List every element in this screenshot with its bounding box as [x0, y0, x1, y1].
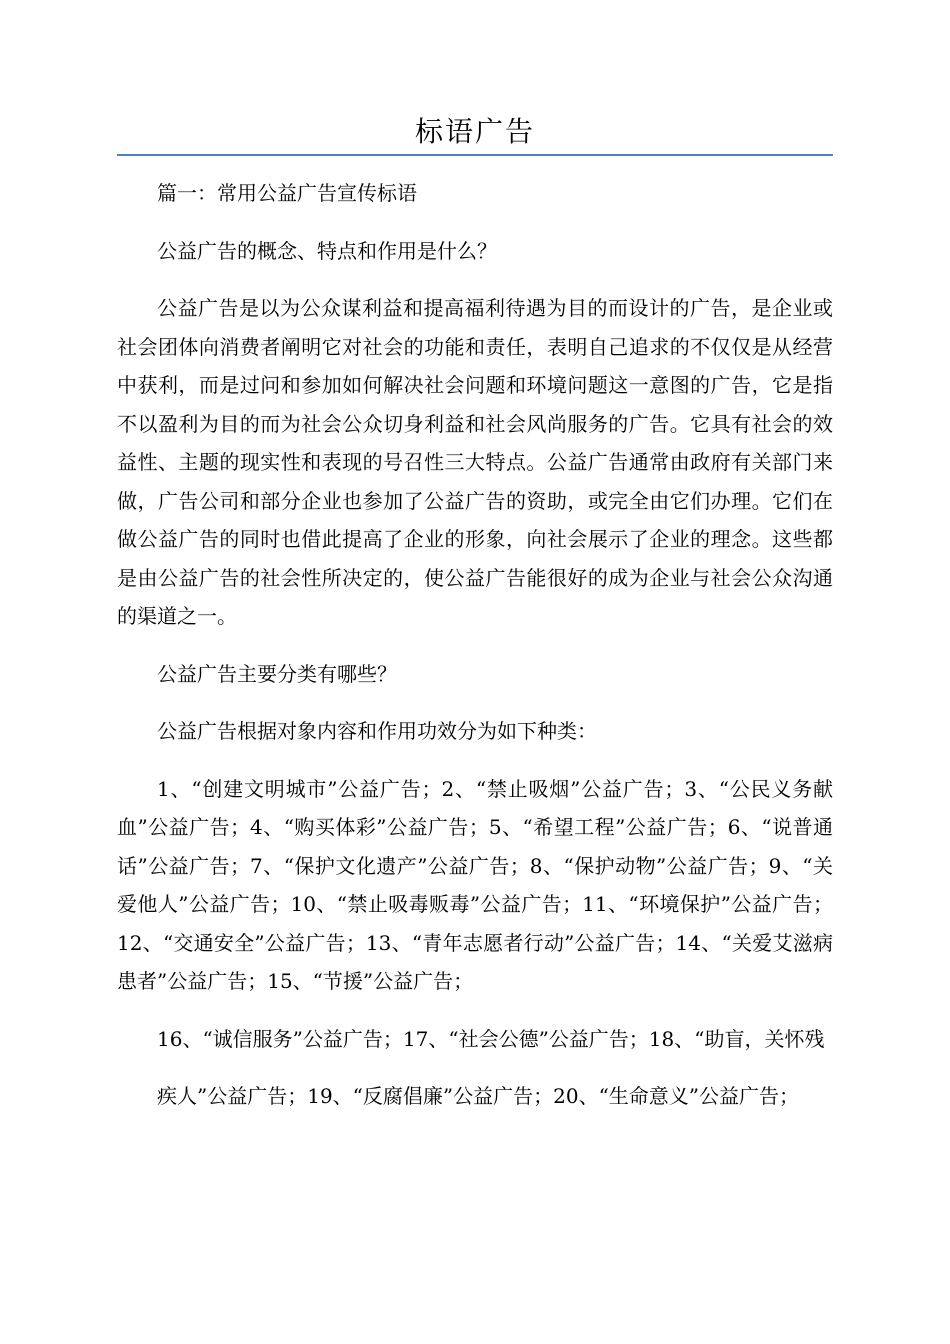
body-paragraph: 公益广告根据对象内容和作用功效分为如下种类：: [157, 719, 597, 743]
question-paragraph: 公益广告主要分类有哪些？: [157, 661, 397, 686]
document-body: [117, 174, 833, 1135]
definition-paragraph: 公益广告是以为公众谋利益和提高福利待遇为目的而设计的广告，是企业或社会团体向消费者阐明它对社会的功能和责任，表明自己追求的不仅仅是从经营中获利，而是过问和参加如何解决社会问题和环境问题这一意图的广告，它是指不以盈利为目的而为社会公众切身利益和社会风尚服务的广告。它具有社会的效益性、主题的现实性和表现的号召性三大特点。公益广告通常由政府有关部门来做，广告公司和部分企业也参加了公益广告的资助，或完全由它们办理。它们在做公益广告的同时也借此提高了企业的形象，向社会展示了企业的理念。这些都是由公益广告的社会性所决定的，使公益广告能很好的成为企业与社会公众沟通的渠道之一。: [117, 296, 833, 628]
category-list-paragraph: 16、“诚信服务”公益广告；17、“社会公德”公益广告；18、“助盲，关怀残: [157, 1026, 825, 1051]
category-list-paragraph: 疾人”公益广告；19、“反腐倡廉”公益广告；20、“生命意义”公益广告；: [157, 1084, 800, 1108]
title-underline: [117, 154, 833, 156]
category-list-paragraph: 1、“创建文明城市”公益广告；2、“禁止吸烟”公益广告；3、“公民义务献血”公益广告；4、“购买体彩”公益广告；5、“希望工程”公益广告；6、“说普通话”公益广告；7、“保护文化遗产”公益广告；8、“保护动物”公益广告；9、“关爱他人”公益广告；10、“禁止吸毒贩毒”公益广告；11、“环境保护”公益广告；12、“交通安全”公益广告；13、“青年志愿者行动”公益广告；14、“关爱艾滋病患者”公益广告；15、“节援”公益广告；: [117, 776, 833, 993]
section-heading: 篇一：常用公益广告宣传标语: [157, 181, 417, 205]
question-paragraph: 公益广告的概念、特点和作用是什么？: [157, 238, 497, 263]
document-title: 标语广告: [414, 115, 535, 148]
